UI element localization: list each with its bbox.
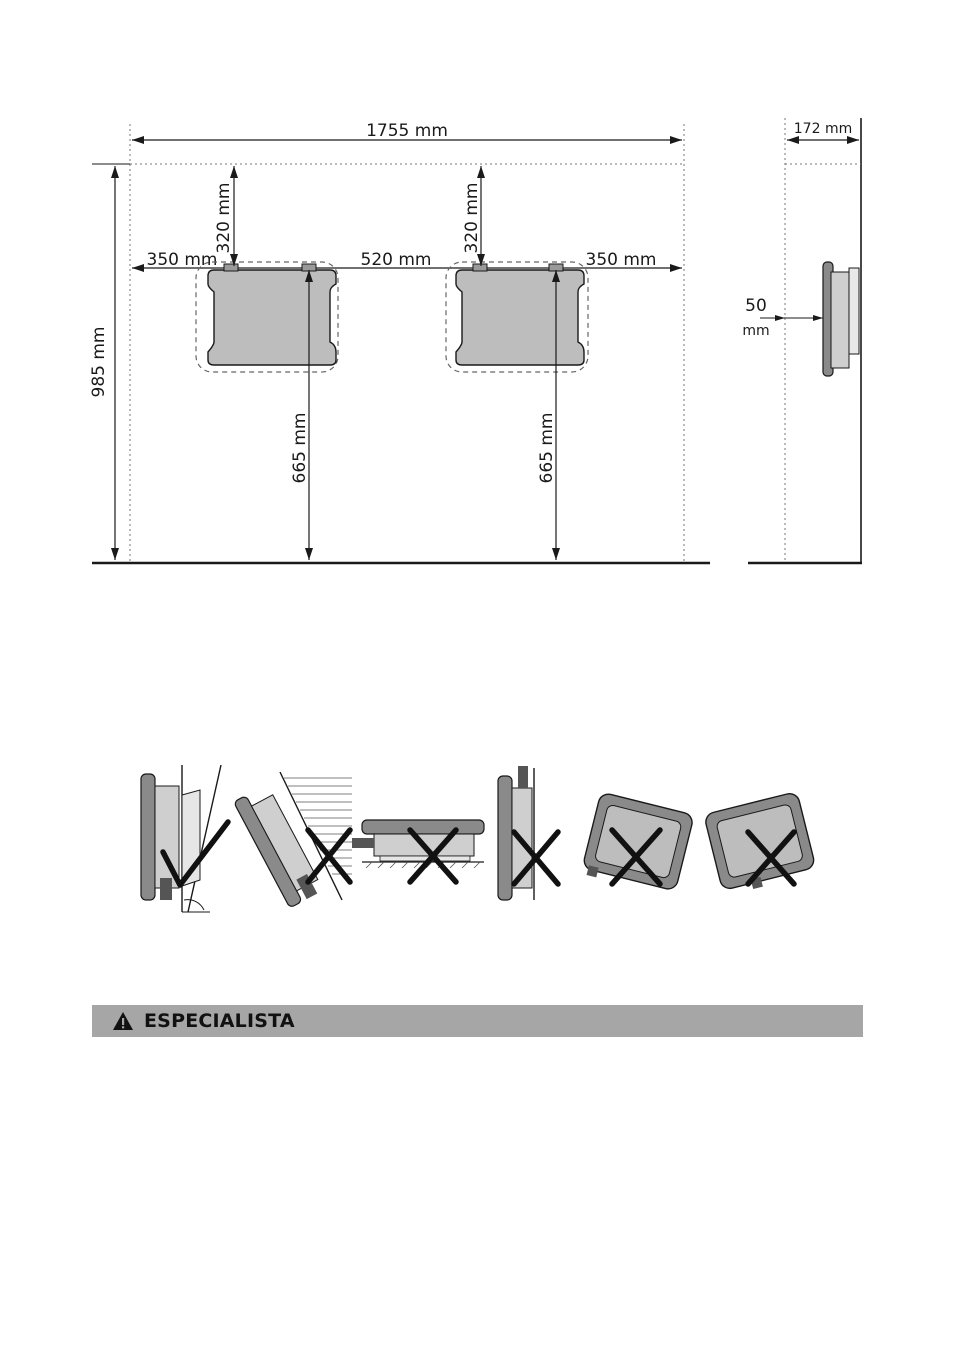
- side-depth-label: 172 mm: [793, 121, 853, 137]
- height-total-label: 985 mm: [89, 326, 109, 398]
- warning-icon: [112, 1011, 134, 1031]
- wall-gap-unit: mm: [742, 323, 770, 339]
- position-vertical-upside: [498, 766, 558, 900]
- top-clearance-left-label: 320 mm: [214, 182, 234, 254]
- warning-title: ESPECIALISTA: [144, 1010, 295, 1032]
- wall-gap-value: 50: [745, 296, 767, 316]
- top-clearance-right-label: 320 mm: [462, 182, 482, 254]
- warning-header: [92, 1005, 863, 1037]
- mount-height-right-label: 665 mm: [537, 412, 557, 484]
- position-horizontal: [352, 820, 484, 882]
- left-clearance-label: 350 mm: [146, 250, 218, 270]
- right-clearance-label: 350 mm: [585, 250, 657, 270]
- position-rotated-right: [704, 792, 817, 897]
- total-width-label: 1755 mm: [366, 121, 448, 141]
- mount-height-left-label: 665 mm: [290, 412, 310, 484]
- position-correct: [141, 765, 228, 912]
- position-rotated-left: [581, 792, 694, 897]
- middle-spacing-label: 520 mm: [360, 250, 432, 270]
- position-tilted-forward: [234, 772, 352, 908]
